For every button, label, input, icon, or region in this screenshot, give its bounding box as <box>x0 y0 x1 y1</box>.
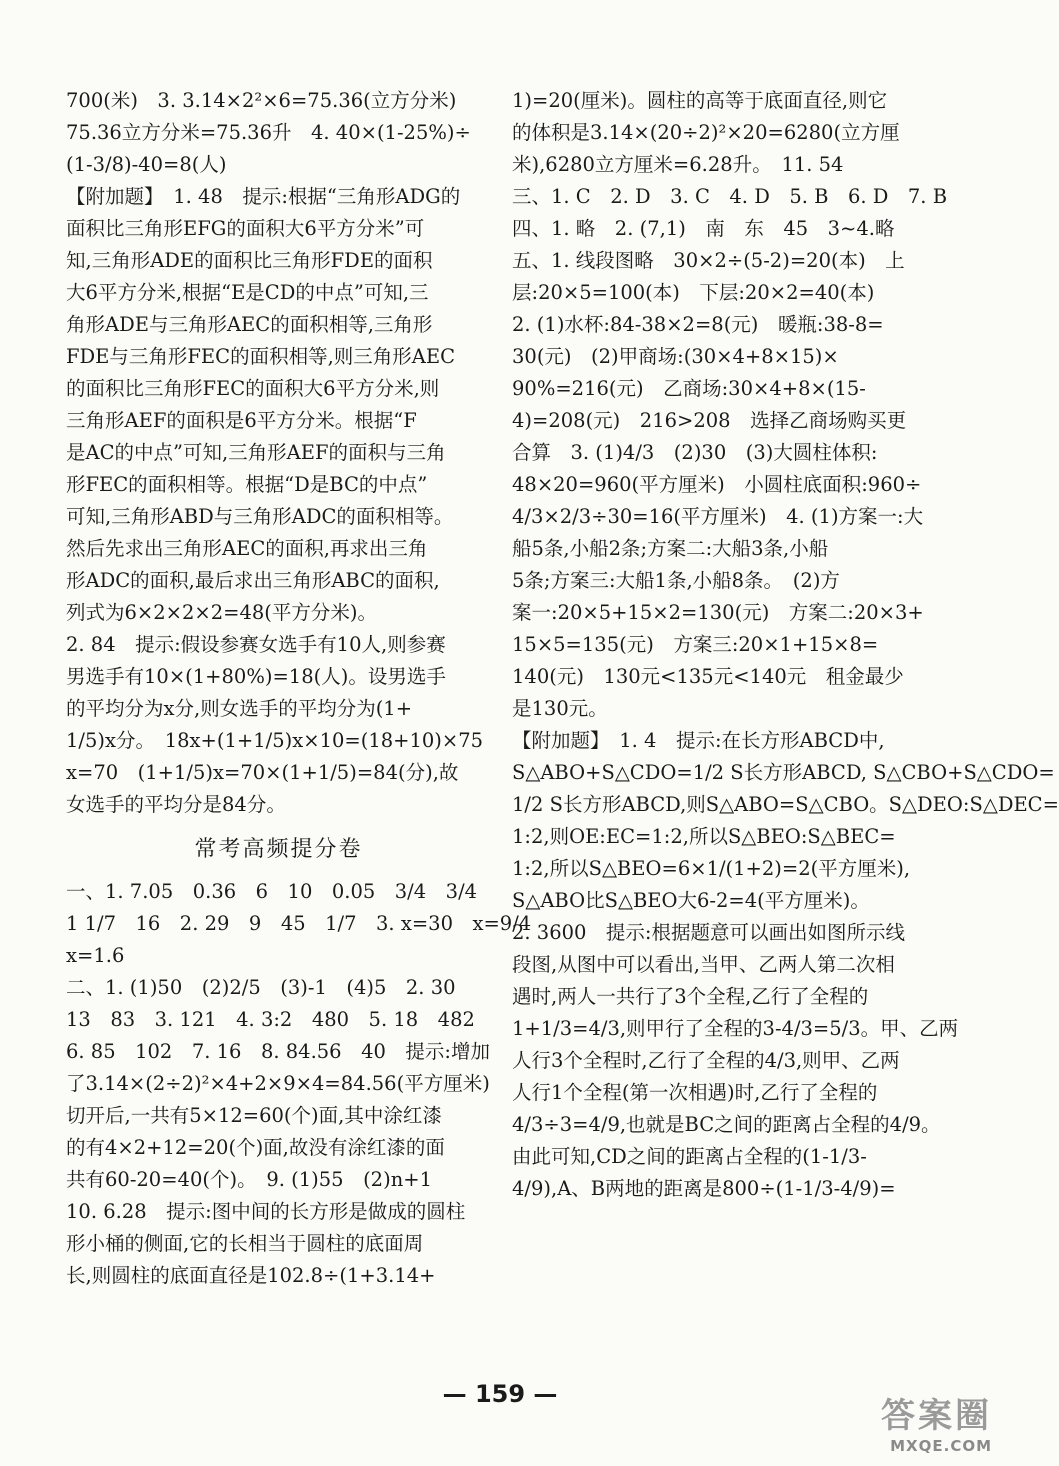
text-line: 三、1. C 2. D 3. C 4. D 5. B 6. D 7. B <box>512 185 948 208</box>
text-line: 1)=20(厘米)。圆柱的高等于底面直径,则它 <box>512 89 888 112</box>
text-line: 75.36立方分米=75.36升 4. 40×(1-25%)÷ <box>66 121 471 144</box>
text-line: 长,则圆柱的底面直径是102.8÷(1+3.14+ <box>66 1264 436 1287</box>
text-line: 案一:20×5+15×2=130(元) 方案二:20×3+ <box>512 601 924 624</box>
watermark-logo <box>842 1388 992 1458</box>
text-line: 2. (1)水杯:84-38×2=8(元) 暖瓶:38-8= <box>512 313 884 336</box>
text-line: 男选手有10×(1+80%)=18(人)。设男选手 <box>66 665 446 688</box>
text-line: 二、1. (1)50 (2)2/5 (3)-1 (4)5 2. 30 <box>66 976 456 999</box>
text-line: 140(元) 130元<135元<140元 租金最少 <box>512 665 904 688</box>
text-line: 知,三角形ADE的面积比三角形FDE的面积 <box>66 249 433 272</box>
text-line: 90%=216(元) 乙商场:30×4+8×(15- <box>512 377 866 400</box>
text-line: FDE与三角形FEC的面积相等,则三角形AEC <box>66 345 456 368</box>
text-line: 1:2,所以S△BEO=6×1/(1+2)=2(平方厘米), <box>512 857 911 880</box>
text-line: 的体积是3.14×(20÷2)²×20=6280(立方厘 <box>512 121 900 144</box>
text-line: 的面积比三角形FEC的面积大6平方分米,则 <box>66 377 440 400</box>
left-text-block-a <box>66 88 491 818</box>
text-line: 4/9),A、B两地的距离是800÷(1-1/3-4/9)= <box>512 1177 896 1200</box>
text-line: 【附加题】 1. 4 提示:在长方形ABCD中, <box>512 729 885 752</box>
text-line: 形小桶的侧面,它的长相当于圆柱的底面周 <box>66 1232 424 1255</box>
text-line: 可知,三角形ABD与三角形ADC的面积相等。 <box>66 505 454 528</box>
text-line: 面积比三角形EFG的面积大6平方分米”可 <box>66 217 425 240</box>
text-line: 的有4×2+12=20(个)面,故没有涂红漆的面 <box>66 1136 445 1159</box>
right-column <box>512 88 1059 1208</box>
text-line: 1/5)x分。 18x+(1+1/5)x×10=(18+10)×75 <box>66 729 484 752</box>
text-line: 5条;方案三:大船1条,小船8条。 (2)方 <box>512 569 840 592</box>
text-line: 1 1/7 16 2. 29 9 45 1/7 3. x=30 x=9/4 <box>66 912 532 935</box>
text-line: 共有60-20=40(个)。 9. (1)55 (2)n+1 <box>66 1168 432 1191</box>
text-line: 形ADC的面积,最后求出三角形ABC的面积, <box>66 569 440 592</box>
text-line: 1:2,则OE:EC=1:2,所以S△BEO:S△BEC= <box>512 825 896 848</box>
text-line: 合算 3. (1)4/3 (2)30 (3)大圆柱体积: <box>512 441 878 464</box>
text-line: 然后先求出三角形AEC的面积,再求出三角 <box>66 537 428 560</box>
text-line: 米),6280立方厘米=6.28升。 11. 54 <box>512 153 844 176</box>
text-line: 人行3个全程时,乙行了全程的4/3,则甲、乙两 <box>512 1049 900 1072</box>
text-line: 船5条,小船2条;方案二:大船3条,小船 <box>512 537 829 560</box>
text-line: 四、1. 略 2. (7,1) 南 东 45 3~4.略 <box>512 217 895 240</box>
text-line: 大6平方分米,根据“E是CD的中点”可知,三 <box>66 281 429 304</box>
watermark-url: MXQE.COM <box>890 1437 992 1455</box>
text-line: (1-3/8)-40=8(人) <box>66 153 227 176</box>
text-line: 遇时,两人一共行了3个全程,乙行了全程的 <box>512 985 869 1008</box>
text-line: x=1.6 <box>66 944 125 967</box>
text-line: 段图,从图中可以看出,当甲、乙两人第二次相 <box>512 953 895 976</box>
text-line: 30(元) (2)甲商场:(30×4+8×15)× <box>512 345 839 368</box>
watermark-text: 答案圈 <box>881 1396 992 1436</box>
text-line: 700(米) 3. 3.14×2²×6=75.36(立方分米) <box>66 89 457 112</box>
text-line: 列式为6×2×2×2=48(平方分米)。 <box>66 601 378 624</box>
text-line: x=70 (1+1/5)x=70×(1+1/5)=84(分),故 <box>66 761 459 784</box>
text-line: 形FEC的面积相等。根据“D是BC的中点” <box>66 473 428 496</box>
text-line: 2. 3600 提示:根据题意可以画出如图所示线 <box>512 921 905 944</box>
text-line: 女选手的平均分是84分。 <box>66 793 286 816</box>
text-line: 一、1. 7.05 0.36 6 10 0.05 3/4 3/4 <box>66 880 478 903</box>
text-line: 1+1/3=4/3,则甲行了全程的3-4/3=5/3。甲、乙两 <box>512 1017 959 1040</box>
page-number: — 159 — <box>442 1380 558 1408</box>
text-line: 的平均分为x分,则女选手的平均分为(1+ <box>66 697 413 720</box>
text-line: 13 83 3. 121 4. 3:2 480 5. 18 482 <box>66 1008 475 1031</box>
text-line: 4)=208(元) 216>208 选择乙商场购买更 <box>512 409 907 432</box>
left-text-block-b <box>66 879 532 1289</box>
text-line: S△ABO+S△CDO=1/2 S长方形ABCD, S△CBO+S△CDO= <box>512 761 1055 784</box>
text-line: 切开后,一共有5×12=60(个)面,其中涂红漆 <box>66 1104 442 1127</box>
text-line: 五、1. 线段图略 30×2÷(5-2)=20(本) 上 <box>512 249 905 272</box>
text-line: 层:20×5=100(本) 下层:20×2=40(本) <box>512 281 875 304</box>
text-line: 2. 84 提示:假设参赛女选手有10人,则参赛 <box>66 633 446 656</box>
right-text-block <box>512 88 1059 1202</box>
text-line: 6. 85 102 7. 16 8. 84.56 40 提示:增加 <box>66 1040 490 1063</box>
text-line: 角形ADE与三角形AEC的面积相等,三角形 <box>66 313 433 336</box>
text-line: 是130元。 <box>512 697 608 720</box>
text-line: 三角形AEF的面积是6平方分米。根据“F <box>66 409 417 432</box>
text-line: 人行1个全程(第一次相遇)时,乙行了全程的 <box>512 1081 878 1104</box>
text-line: 4/3÷3=4/9,也就是BC之间的距离占全程的4/9。 <box>512 1113 941 1136</box>
text-line: 是AC的中点”可知,三角形AEF的面积与三角 <box>66 441 446 464</box>
left-column <box>66 88 532 1295</box>
text-line: 48×20=960(平方厘米) 小圆柱底面积:960÷ <box>512 473 922 496</box>
text-line: 10. 6.28 提示:图中间的长方形是做成的圆柱 <box>66 1200 466 1223</box>
section-title: 常考高频提分卷 <box>194 837 363 862</box>
text-line: S△ABO比S△BEO大6-2=4(平方厘米)。 <box>512 889 870 912</box>
text-line: 4/3×2/3÷30=16(平方厘米) 4. (1)方案一:大 <box>512 505 924 528</box>
text-line: 15×5=135(元) 方案三:20×1+15×8= <box>512 633 879 656</box>
text-line: 由此可知,CD之间的距离占全程的(1-1/3- <box>512 1145 867 1168</box>
text-line: 1/2 S长方形ABCD,则S△ABO=S△CBO。S△DEO:S△DEC= <box>512 793 1059 816</box>
text-line: 了3.14×(2÷2)²×4+2×9×4=84.56(平方厘米) <box>66 1072 490 1095</box>
text-line: 【附加题】 1. 48 提示:根据“三角形ADG的 <box>66 185 461 208</box>
